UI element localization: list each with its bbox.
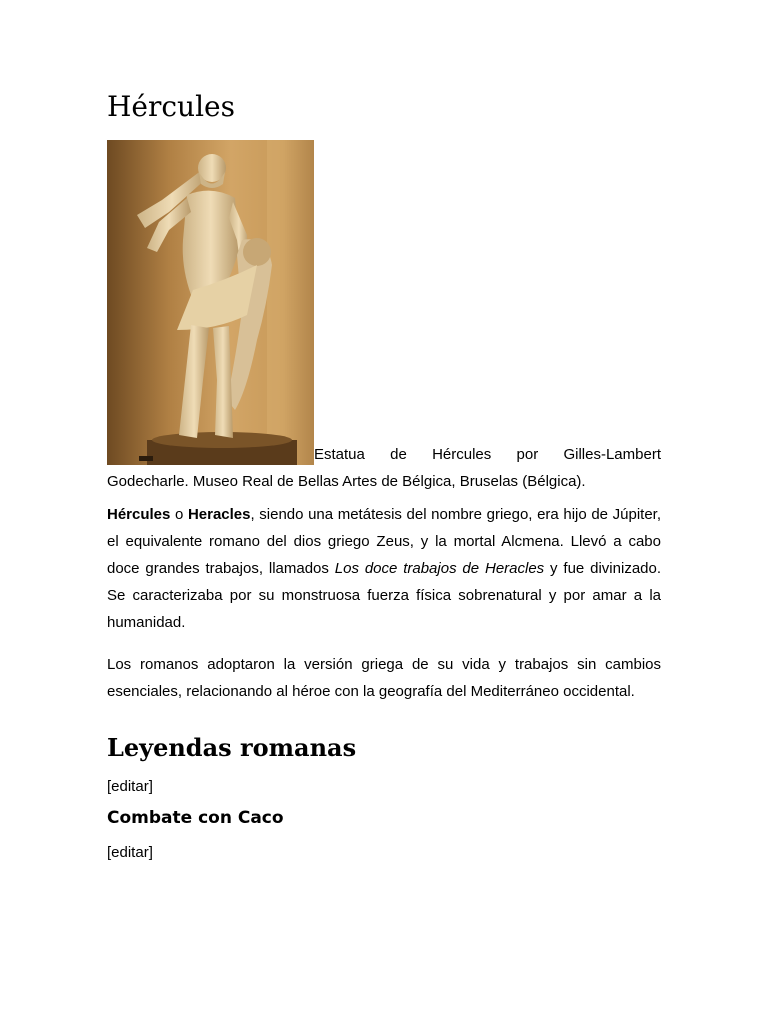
subsection-heading-combate-con-caco: Combate con Caco — [107, 808, 284, 828]
intro-text-1: , siendo una metátesis del nombre griego, era hijo de Júpiter, el equivalente romano del dios griego Zeus, y la mortal Alcmena. Llevó a cabo doce grandes trabajos, llamados — [107, 506, 661, 577]
figure-with-caption — [107, 140, 661, 495]
page-title: Hércules — [107, 90, 235, 123]
edit-link-section[interactable]: [editar] — [107, 778, 153, 795]
intro-conjunction: o — [170, 506, 188, 523]
section-heading-leyendas-romanas: Leyendas romanas — [107, 733, 357, 762]
term-hercules: Hércules — [107, 506, 171, 523]
hercules-statue-image — [107, 140, 314, 465]
intro-text-2: y fue divinizado. Se caracterizaba por su monstruosa fuerza física sobrenatural y por amar a la humanidad. — [107, 560, 662, 631]
image-caption: Estatua de Hércules por Gilles-Lambert Godecharle. Museo Real de Bellas Artes de Bélgica, Bruselas (Bélgica). — [107, 446, 661, 490]
edit-link-subsection[interactable]: [editar] — [107, 844, 153, 861]
twelve-labours-title: Los doce trabajos de Heracles — [334, 560, 545, 577]
statue-illustration — [107, 140, 314, 465]
term-heracles: Heracles — [187, 506, 251, 523]
romans-paragraph: Los romanos adoptaron la versión griega de su vida y trabajos sin cambios esenciales, relacionando al héroe con la geografía del Mediterráneo occidental. — [107, 656, 661, 700]
article-content — [107, 88, 661, 873]
intro-paragraph — [107, 501, 661, 636]
